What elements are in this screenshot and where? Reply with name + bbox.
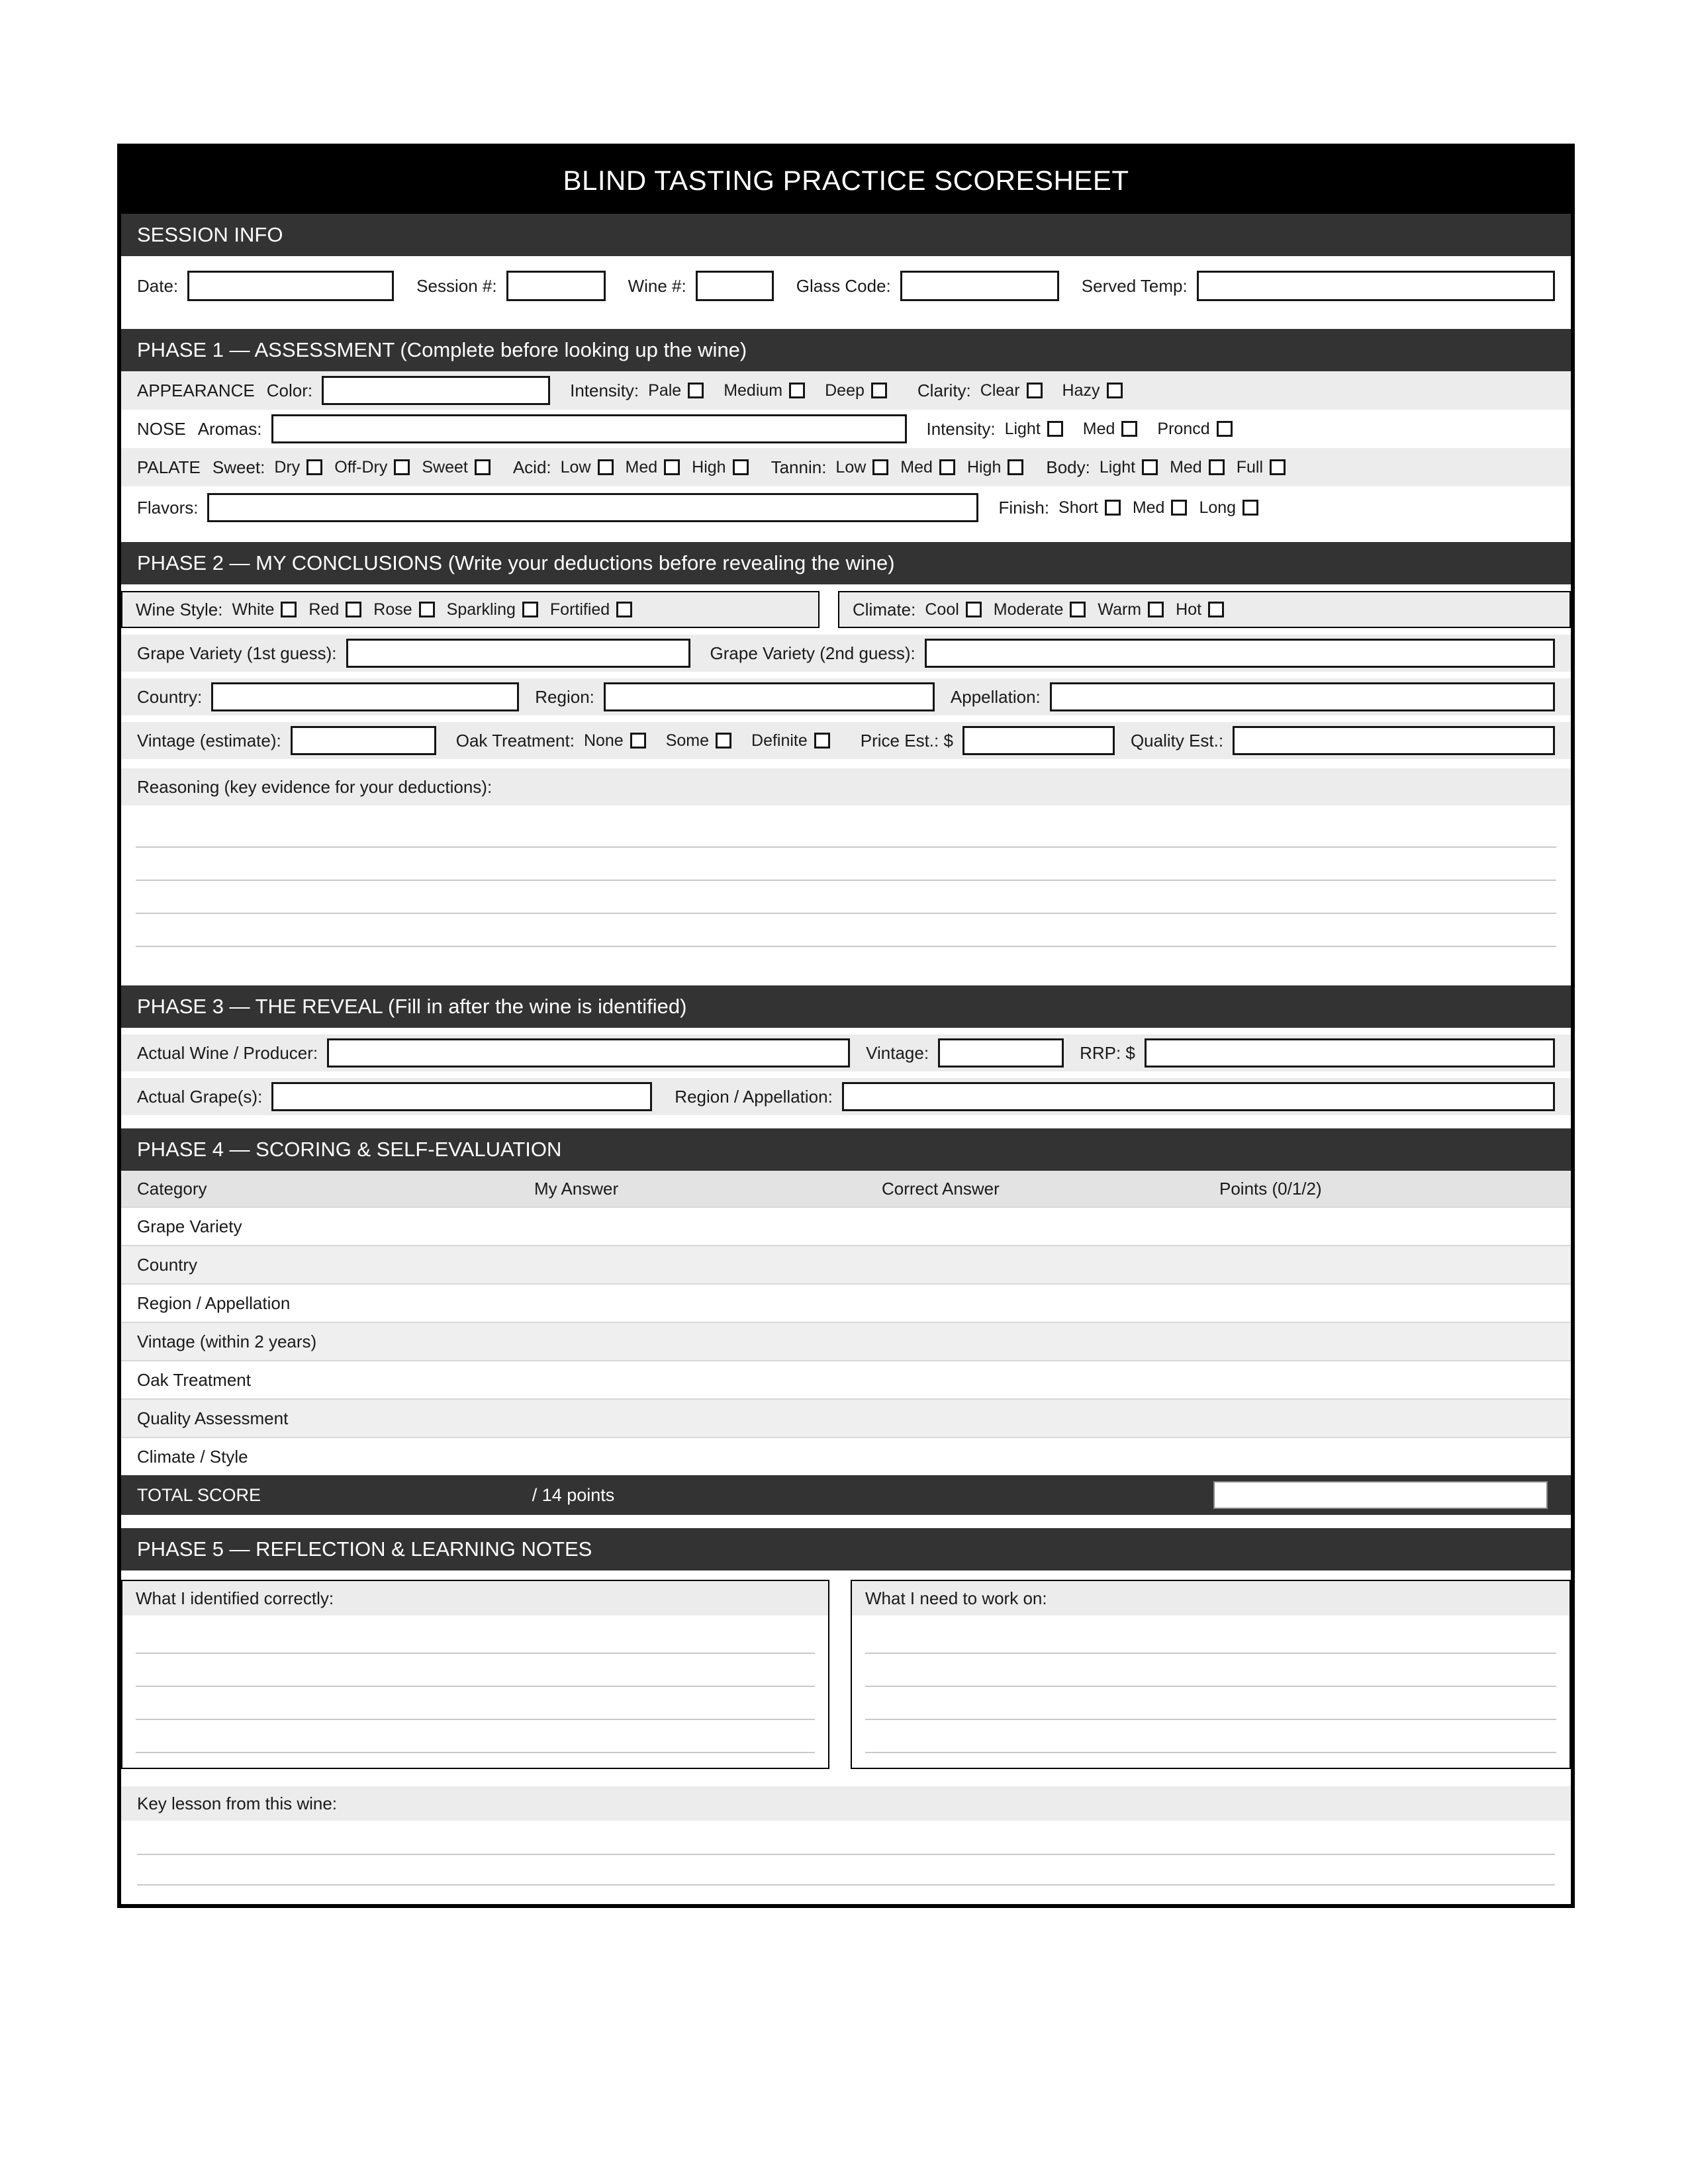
reasoning-writing-area[interactable] xyxy=(121,805,1571,972)
option-nose-med xyxy=(1083,420,1138,439)
points-cell[interactable] xyxy=(1203,1208,1571,1245)
option-deep xyxy=(825,381,887,400)
date-label: Date: xyxy=(137,275,179,296)
wine-style-cell xyxy=(121,591,820,628)
option-style-white xyxy=(232,600,297,619)
option-style-white-label: White xyxy=(232,600,275,619)
total-score-row xyxy=(121,1475,1571,1515)
points-cell[interactable] xyxy=(1203,1361,1571,1398)
checkbox-style-red[interactable] xyxy=(346,602,361,617)
option-climate-cool xyxy=(925,600,981,619)
writing-line xyxy=(136,1720,815,1753)
phase1-header-label: PHASE 1 — ASSESSMENT (Complete before looking up the wine) xyxy=(137,338,747,361)
option-climate-moderate-label: Moderate xyxy=(993,600,1064,619)
option-body-med xyxy=(1170,458,1225,477)
writing-line xyxy=(136,848,1556,881)
option-clear-label: Clear xyxy=(980,381,1020,400)
checkbox-style-sparkling[interactable] xyxy=(522,602,538,617)
checkbox-oak-some[interactable] xyxy=(716,733,731,749)
appellation-input[interactable] xyxy=(1050,682,1555,711)
correct-answer-cell[interactable] xyxy=(866,1400,1203,1437)
reasoning-label: Reasoning (key evidence for your deductions): xyxy=(137,776,492,797)
finish-label: Finish: xyxy=(998,497,1050,518)
appearance-label: APPEARANCE xyxy=(137,380,255,400)
points-cell[interactable] xyxy=(1203,1285,1571,1322)
oak-treatment-label: Oak Treatment: xyxy=(455,730,575,751)
option-body-light-label: Light xyxy=(1099,457,1136,477)
option-oak-none-label: None xyxy=(583,731,624,750)
option-sweet xyxy=(422,458,490,477)
flavors-input[interactable] xyxy=(207,493,978,522)
flavors-row xyxy=(121,486,1571,529)
writing-line xyxy=(137,1825,1555,1855)
option-climate-hot xyxy=(1176,600,1224,619)
total-score-input[interactable] xyxy=(1213,1481,1548,1509)
option-nose-med-label: Med xyxy=(1082,419,1115,438)
option-style-red-label: Red xyxy=(308,600,340,619)
checkbox-acid-low[interactable] xyxy=(598,459,614,475)
checkbox-climate-warm[interactable] xyxy=(1148,602,1164,617)
table-row-country xyxy=(121,1245,1571,1283)
grape2-label: Grape Variety (2nd guess): xyxy=(710,643,915,663)
nose-row xyxy=(121,410,1571,448)
region-input[interactable] xyxy=(604,682,935,711)
checkbox-body-light[interactable] xyxy=(1142,459,1158,475)
rrp-label: RRP: $ xyxy=(1080,1042,1135,1063)
table-row-climate-style xyxy=(121,1437,1571,1475)
option-tannin-med-label: Med xyxy=(900,457,933,477)
checkbox-appearance-pale[interactable] xyxy=(688,383,704,398)
my-answer-cell[interactable] xyxy=(518,1438,866,1475)
option-pale-label: Pale xyxy=(648,381,682,400)
price-estimate-label: Price Est.: $ xyxy=(860,730,953,751)
grape2-input[interactable] xyxy=(925,639,1555,668)
session-number-input[interactable] xyxy=(506,271,606,301)
category-cell: Grape Variety xyxy=(137,1216,242,1236)
wine-number-label: Wine #: xyxy=(628,275,686,296)
option-oak-none xyxy=(584,731,646,751)
table-row-oak-treatment xyxy=(121,1360,1571,1398)
option-climate-moderate xyxy=(994,600,1086,619)
phase2-header xyxy=(121,542,1571,584)
correct-answer-cell[interactable] xyxy=(866,1208,1203,1245)
wine-style-label: Wine Style: xyxy=(136,599,223,619)
checkbox-style-white[interactable] xyxy=(281,602,297,617)
appellation-label: Appellation: xyxy=(950,686,1041,707)
served-temp-input[interactable] xyxy=(1197,271,1555,301)
grape1-label: Grape Variety (1st guess): xyxy=(137,643,337,663)
phase5-header xyxy=(121,1528,1571,1570)
correct-answer-cell[interactable] xyxy=(866,1438,1203,1475)
wine-number-input[interactable] xyxy=(696,271,774,301)
table-row-quality-assessment xyxy=(121,1398,1571,1437)
checkbox-acid-med[interactable] xyxy=(664,459,680,475)
price-estimate-input[interactable] xyxy=(962,726,1115,755)
country-input[interactable] xyxy=(211,682,519,711)
option-finish-long xyxy=(1199,498,1258,518)
writing-line xyxy=(865,1687,1556,1720)
phase1-header xyxy=(121,329,1571,371)
option-tannin-med xyxy=(900,458,955,477)
option-climate-cool-label: Cool xyxy=(925,600,959,619)
category-cell: Vintage (within 2 years) xyxy=(137,1331,317,1351)
checkbox-clarity-clear[interactable] xyxy=(1027,383,1043,398)
identified-correctly-box xyxy=(121,1580,829,1769)
option-body-full xyxy=(1237,458,1286,477)
option-acid-low xyxy=(561,458,614,477)
column-my-answer-header: My Answer xyxy=(534,1178,619,1199)
option-tannin-low xyxy=(835,458,888,477)
form-title: BLIND TASTING PRACTICE SCORESHEET xyxy=(563,165,1129,196)
appearance-intensity-label: Intensity: xyxy=(570,380,639,400)
aromas-label: Aromas: xyxy=(197,418,262,439)
checkbox-appearance-deep[interactable] xyxy=(871,383,887,398)
checkbox-finish-long[interactable] xyxy=(1243,500,1258,516)
session-fields-row xyxy=(121,256,1571,316)
option-style-rose-label: Rose xyxy=(373,600,412,619)
identified-correctly-label: What I identified correctly: xyxy=(136,1588,334,1608)
vintage-oak-row xyxy=(121,722,1571,759)
writing-line xyxy=(136,881,1556,914)
option-nose-light-label: Light xyxy=(1004,419,1041,438)
actual-region-label: Region / Appellation: xyxy=(675,1086,833,1107)
key-lesson-header xyxy=(121,1786,1571,1821)
points-cell[interactable] xyxy=(1203,1438,1571,1475)
option-offdry-label: Off-Dry xyxy=(334,457,388,477)
option-body-light xyxy=(1100,458,1158,477)
option-body-med-label: Med xyxy=(1170,457,1202,477)
reflection-boxes xyxy=(121,1580,1571,1769)
phase2-header-label: PHASE 2 — MY CONCLUSIONS (Write your deductions before revealing the wine) xyxy=(137,551,895,574)
correct-answer-cell[interactable] xyxy=(866,1323,1203,1360)
reasoning-header xyxy=(121,768,1571,805)
correct-answer-cell[interactable] xyxy=(866,1246,1203,1283)
style-climate-row xyxy=(121,591,1571,628)
checkbox-style-fortified[interactable] xyxy=(616,602,632,617)
my-answer-cell[interactable] xyxy=(518,1400,866,1437)
option-medium-label: Medium xyxy=(724,381,783,400)
correct-answer-cell[interactable] xyxy=(866,1361,1203,1398)
checkbox-body-full[interactable] xyxy=(1270,459,1286,475)
color-input[interactable] xyxy=(322,376,550,405)
option-hazy xyxy=(1062,381,1123,400)
actual-vintage-label: Vintage: xyxy=(866,1042,929,1063)
option-acid-high xyxy=(692,458,748,477)
option-nose-proncd xyxy=(1157,420,1232,439)
option-climate-hot-label: Hot xyxy=(1176,600,1202,619)
option-dry xyxy=(274,458,322,477)
option-finish-med-label: Med xyxy=(1132,498,1165,517)
clarity-label: Clarity: xyxy=(917,380,971,400)
identified-correctly-header xyxy=(122,1581,828,1615)
grape-guess-row xyxy=(121,635,1571,672)
option-style-fortified xyxy=(550,600,632,619)
actual-grapes-row xyxy=(121,1078,1571,1115)
column-correct-answer-header: Correct Answer xyxy=(882,1178,1000,1199)
category-cell: Quality Assessment xyxy=(137,1408,289,1428)
tannin-label: Tannin: xyxy=(771,457,827,477)
my-answer-cell[interactable] xyxy=(518,1285,866,1322)
checkbox-oak-definite[interactable] xyxy=(814,733,830,749)
checkbox-clarity-hazy[interactable] xyxy=(1107,383,1123,398)
actual-wine-row xyxy=(121,1034,1571,1071)
date-input[interactable] xyxy=(187,271,394,301)
option-style-sparkling-label: Sparkling xyxy=(446,600,516,619)
my-answer-cell[interactable] xyxy=(518,1246,866,1283)
writing-line xyxy=(136,1621,815,1654)
points-cell[interactable] xyxy=(1203,1323,1571,1360)
form-title-bar xyxy=(121,148,1571,214)
correct-answer-cell[interactable] xyxy=(866,1285,1203,1322)
checkbox-climate-hot[interactable] xyxy=(1208,602,1224,617)
writing-line xyxy=(136,1654,815,1687)
writing-line xyxy=(865,1654,1556,1687)
phase4-header xyxy=(121,1128,1571,1171)
glass-code-input[interactable] xyxy=(900,271,1059,301)
country-region-row xyxy=(121,678,1571,715)
my-answer-cell[interactable] xyxy=(518,1208,866,1245)
option-nose-proncd-label: Proncd xyxy=(1157,419,1210,438)
option-deep-label: Deep xyxy=(825,381,865,400)
checkbox-nose-light[interactable] xyxy=(1047,421,1063,437)
work-on-box xyxy=(851,1580,1571,1769)
climate-label: Climate: xyxy=(853,599,916,619)
points-cell[interactable] xyxy=(1203,1400,1571,1437)
flavors-label: Flavors: xyxy=(137,497,199,518)
writing-line xyxy=(865,1621,1556,1654)
option-style-fortified-label: Fortified xyxy=(549,600,610,619)
session-info-header-label: SESSION INFO xyxy=(137,223,283,246)
checkbox-tannin-low[interactable] xyxy=(872,459,888,475)
option-oak-some-label: Some xyxy=(665,731,710,750)
session-number-label: Session #: xyxy=(416,275,497,296)
table-row-grape-variety xyxy=(121,1206,1571,1245)
checkbox-style-rose[interactable] xyxy=(419,602,435,617)
actual-producer-input[interactable] xyxy=(327,1038,850,1068)
writing-line xyxy=(865,1720,1556,1753)
checkbox-sweet-dry[interactable] xyxy=(306,459,322,475)
option-pale xyxy=(648,381,704,400)
column-category-header: Category xyxy=(137,1178,207,1199)
checkbox-body-med[interactable] xyxy=(1209,459,1225,475)
writing-line xyxy=(136,914,1556,947)
checkbox-acid-high[interactable] xyxy=(733,459,749,475)
option-acid-high-label: High xyxy=(692,457,726,477)
my-answer-cell[interactable] xyxy=(518,1323,866,1360)
category-cell: Climate / Style xyxy=(137,1446,248,1467)
checkbox-appearance-medium[interactable] xyxy=(789,383,805,398)
option-finish-med xyxy=(1133,498,1188,518)
checkbox-sweet-sweet[interactable] xyxy=(475,459,491,475)
option-finish-short-label: Short xyxy=(1058,498,1098,517)
checkbox-oak-none[interactable] xyxy=(630,733,646,749)
option-oak-definite-label: Definite xyxy=(751,731,808,750)
checkbox-tannin-med[interactable] xyxy=(939,459,955,475)
phase3-header-label: PHASE 3 — THE REVEAL (Fill in after the wine is identified) xyxy=(137,995,687,1018)
vintage-estimate-label: Vintage (estimate): xyxy=(137,730,281,751)
writing-line xyxy=(137,1855,1555,1886)
aromas-input[interactable] xyxy=(271,414,907,443)
points-cell[interactable] xyxy=(1203,1246,1571,1283)
option-sweet-label: Sweet xyxy=(422,457,468,477)
option-style-sparkling xyxy=(447,600,538,619)
option-climate-warm-label: Warm xyxy=(1098,600,1142,619)
country-label: Country: xyxy=(137,686,203,707)
total-score-cell xyxy=(1197,1475,1571,1515)
category-cell: Country xyxy=(137,1254,198,1275)
actual-vintage-input[interactable] xyxy=(938,1038,1064,1068)
body-label: Body: xyxy=(1046,457,1090,477)
work-on-label: What I need to work on: xyxy=(865,1588,1047,1608)
checkbox-sweet-offdry[interactable] xyxy=(394,459,410,475)
served-temp-label: Served Temp: xyxy=(1081,275,1188,296)
checkbox-finish-med[interactable] xyxy=(1171,500,1187,516)
option-style-red xyxy=(308,600,361,619)
option-tannin-high xyxy=(967,458,1023,477)
actual-producer-label: Actual Wine / Producer: xyxy=(137,1042,318,1063)
total-points-label: / 14 points xyxy=(532,1484,615,1505)
category-cell: Region / Appellation xyxy=(137,1293,291,1313)
checkbox-climate-moderate[interactable] xyxy=(1070,602,1086,617)
total-score-label: TOTAL SCORE xyxy=(137,1484,261,1505)
palate-row xyxy=(121,448,1571,486)
checkbox-finish-short[interactable] xyxy=(1105,500,1121,516)
key-lesson-writing-area[interactable] xyxy=(121,1821,1571,1892)
option-body-full-label: Full xyxy=(1236,457,1264,477)
option-hazy-label: Hazy xyxy=(1062,381,1100,400)
option-oak-definite xyxy=(751,731,830,751)
my-answer-cell[interactable] xyxy=(518,1361,866,1398)
actual-region-input[interactable] xyxy=(842,1082,1555,1111)
table-row-region-appellation xyxy=(121,1283,1571,1322)
option-medium xyxy=(724,381,805,400)
color-label: Color: xyxy=(266,380,313,400)
grape1-input[interactable] xyxy=(346,639,690,668)
option-acid-med-label: Med xyxy=(625,457,658,477)
table-row-vintage xyxy=(121,1322,1571,1360)
checkbox-climate-cool[interactable] xyxy=(966,602,982,617)
key-lesson-label: Key lesson from this wine: xyxy=(137,1793,338,1813)
quality-estimate-label: Quality Est.: xyxy=(1130,730,1224,751)
option-oak-some xyxy=(666,731,731,751)
checkbox-nose-med[interactable] xyxy=(1121,421,1137,437)
option-climate-warm xyxy=(1098,600,1164,619)
option-clear xyxy=(980,381,1043,400)
option-acid-med xyxy=(626,458,680,477)
glass-code-label: Glass Code: xyxy=(796,275,891,296)
option-dry-label: Dry xyxy=(274,457,301,477)
checkbox-nose-proncd[interactable] xyxy=(1217,421,1233,437)
appearance-row xyxy=(121,371,1571,410)
actual-grapes-input[interactable] xyxy=(271,1082,652,1111)
vintage-estimate-input[interactable] xyxy=(291,726,436,755)
scoresheet-form xyxy=(117,144,1575,1908)
category-cell: Oak Treatment xyxy=(137,1369,251,1390)
option-offdry xyxy=(334,458,410,477)
scoring-table-header xyxy=(121,1171,1571,1206)
work-on-writing-area[interactable] xyxy=(852,1615,1570,1768)
phase3-header xyxy=(121,985,1571,1028)
nose-label: NOSE xyxy=(137,418,186,439)
writing-line xyxy=(136,1687,815,1720)
option-nose-light xyxy=(1005,420,1063,439)
phase4-header-label: PHASE 4 — SCORING & SELF-EVALUATION xyxy=(137,1138,562,1161)
sweet-label: Sweet: xyxy=(212,457,265,477)
acid-label: Acid: xyxy=(512,457,551,477)
phase5-header-label: PHASE 5 — REFLECTION & LEARNING NOTES xyxy=(137,1537,592,1561)
region-label: Region: xyxy=(535,686,594,707)
identified-correctly-writing-area[interactable] xyxy=(122,1615,828,1768)
checkbox-tannin-high[interactable] xyxy=(1008,459,1023,475)
session-info-header xyxy=(121,214,1571,256)
palate-label: PALATE xyxy=(137,457,201,477)
option-tannin-high-label: High xyxy=(966,457,1002,477)
rrp-input[interactable] xyxy=(1145,1038,1555,1068)
total-spacer xyxy=(862,1475,1197,1515)
column-points-header: Points (0/1/2) xyxy=(1219,1178,1322,1199)
nose-intensity-label: Intensity: xyxy=(926,418,996,439)
option-tannin-low-label: Low xyxy=(835,457,867,477)
option-finish-long-label: Long xyxy=(1199,498,1237,517)
quality-estimate-input[interactable] xyxy=(1233,726,1555,755)
climate-cell xyxy=(838,591,1571,628)
work-on-header xyxy=(852,1581,1570,1615)
option-acid-low-label: Low xyxy=(560,457,591,477)
writing-line xyxy=(136,815,1556,848)
option-style-rose xyxy=(373,600,434,619)
actual-grapes-label: Actual Grape(s): xyxy=(137,1086,263,1107)
option-finish-short xyxy=(1058,498,1121,518)
